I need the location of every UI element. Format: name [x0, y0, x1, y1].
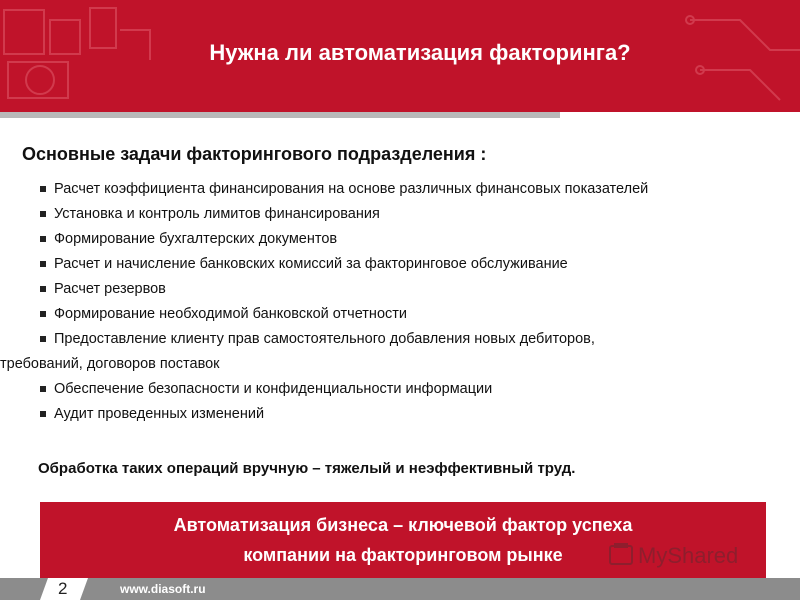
- list-item-continuation: требований, договоров поставок: [0, 356, 220, 372]
- list-item: Аудит проведенных изменений: [40, 402, 800, 427]
- page-number: 2: [58, 579, 68, 598]
- list-item: Расчет и начисление банковских комиссий за факторинговое обслуживание: [40, 252, 800, 277]
- slide-title: Нужна ли автоматизация факторинга?: [209, 40, 631, 65]
- list-item: Формирование бухгалтерских документов: [40, 227, 800, 252]
- banner-line-2: компании на факторинговом рынке: [243, 545, 563, 565]
- website-link[interactable]: www.diasoft.ru: [120, 582, 206, 596]
- list-item: Предоставление клиенту прав самостоятельного добавления новых дебиторов, требований, договоров поставок: [40, 327, 800, 377]
- bullet-icon: [40, 236, 46, 242]
- bullet-icon: [40, 211, 46, 217]
- list-item: Расчет резервов: [40, 277, 800, 302]
- watermark-logo-icon: [608, 540, 768, 570]
- header-banner: [0, 0, 800, 112]
- list-item: Установка и контроль лимитов финансирования: [40, 202, 800, 227]
- list-item: Формирование необходимой банковской отчетности: [40, 302, 800, 327]
- bullet-icon: [40, 286, 46, 292]
- bullet-icon: [40, 261, 46, 267]
- list-item: Расчет коэффициента финансирования на основе различных финансовых показателей: [40, 177, 800, 202]
- svg-text:MyShared: MyShared: [638, 543, 739, 568]
- section-subtitle: Основные задачи факторингового подразделения :: [22, 144, 487, 164]
- header-underline: [0, 112, 560, 118]
- bullet-icon: [40, 386, 46, 392]
- bullet-icon: [40, 336, 46, 342]
- conclusion-text: Обработка таких операций вручную – тяжелый и неэффективный труд.: [38, 460, 576, 477]
- bullet-icon: [40, 186, 46, 192]
- bullet-icon: [40, 411, 46, 417]
- tasks-list: [0, 177, 800, 427]
- bullet-icon: [40, 311, 46, 317]
- banner-line-1: Автоматизация бизнеса – ключевой фактор успеха: [173, 515, 633, 535]
- list-item: Обеспечение безопасности и конфиденциальности информации: [40, 377, 800, 402]
